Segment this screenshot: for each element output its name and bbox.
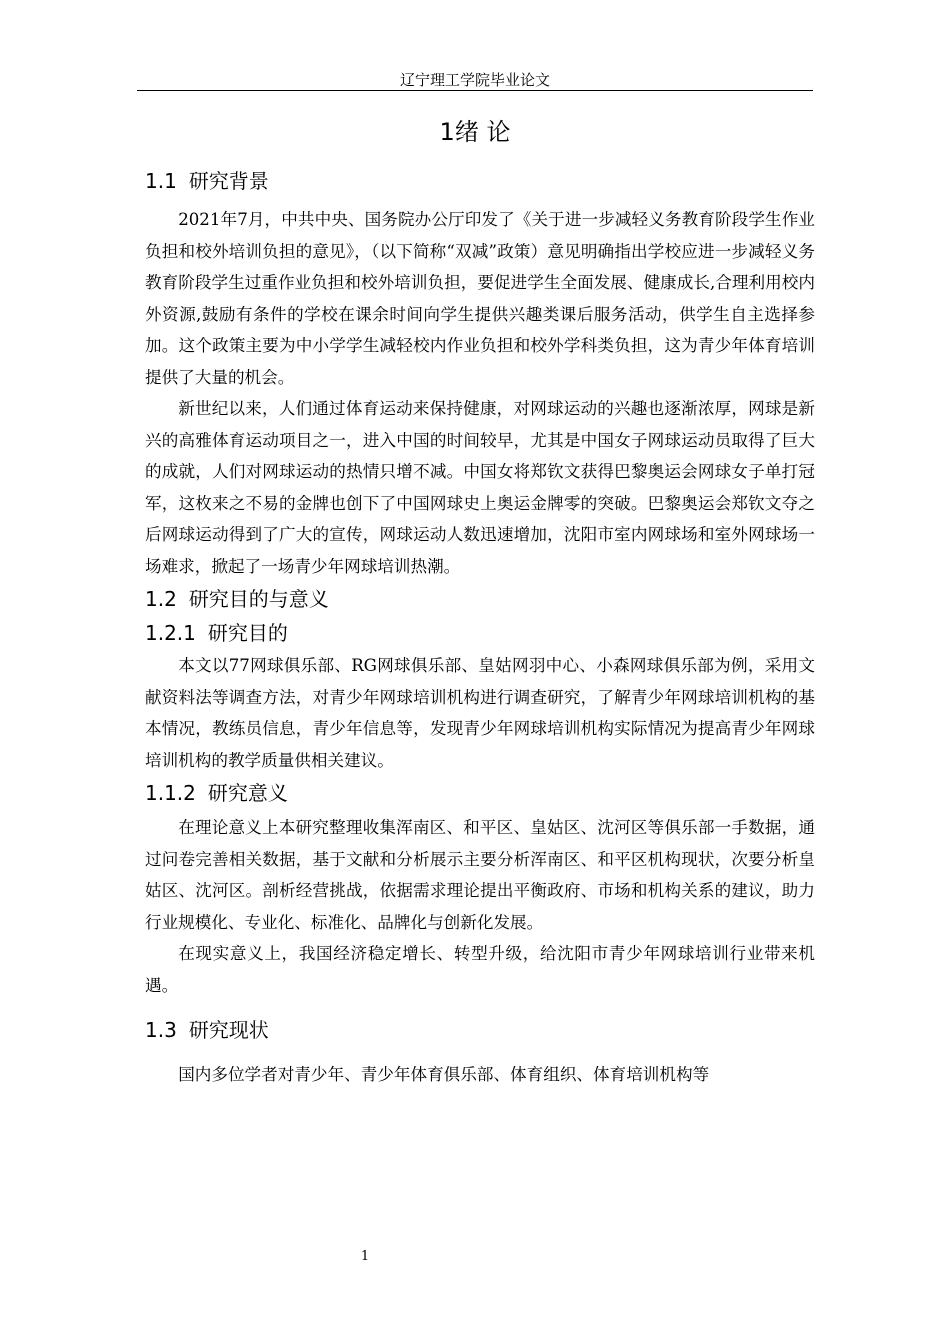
- paragraph: 国内多位学者对青少年、青少年体育俱乐部、体育组织、体育培训机构等: [178, 1065, 710, 1084]
- page-number: 1: [360, 1249, 370, 1264]
- section-heading-1-3: [145, 1013, 815, 1047]
- section-heading-1-1: [145, 164, 815, 198]
- paragraph: 在现实意义上，我国经济稳定增长、转型升级，给沈阳市青少年网球培训行业带来机遇。: [145, 944, 815, 995]
- section-title: 研究目的: [207, 621, 288, 645]
- section-title: 研究意义: [207, 781, 288, 805]
- section-title: 研究背景: [188, 169, 269, 193]
- subsection-heading-1-2-1: [145, 616, 815, 650]
- section-number: 1.1: [145, 169, 177, 193]
- paragraph: 新世纪以来，人们通过体育运动来保持健康，对网球运动的兴趣也逐渐浓厚，网球是新兴的高雅体育运动项目之一，进入中国的时间较早，尤其是中国女子网球运动员取得了巨大的成就，人们对网球运动的热情只增不减。中国女将郑钦文获得巴黎奥运会网球女子单打冠军，这枚来之不易的金牌也创下了中国网球史上奥运金牌零的突破。巴黎奥运会郑钦文夺之后网球运动得到了广大的宣传，网球运动人数迅速增加，沈阳市室内网球场和室外网球场一场难求，掀起了一场青少年网球培训热潮。: [145, 399, 815, 576]
- paragraph: 在理论意义上本研究整理收集浑南区、和平区、皇姑区、沈河区等俱乐部一手数据，通过问卷完善相关数据，基于文献和分析展示主要分析浑南区、和平区机构现状，次要分析皇姑区、沈河区。剖析经营挑战，依据需求理论提出平衡政府、市场和机构关系的建议，助力行业规模化、专业化、标准化、品牌化与创新化发展。: [145, 818, 815, 932]
- section-title: 研究目的与意义: [188, 587, 329, 611]
- section-heading-1-2: [145, 582, 815, 616]
- subsection-heading-1-1-2: [145, 776, 815, 810]
- paragraph: 本文以77网球俱乐部、RG网球俱乐部、皇姑网羽中心、小森网球俱乐部为例，采用文献资料法等调查方法，对青少年网球培训机构进行调查研究，了解青少年网球培训机构的基本情况，教练员信息，青少年信息等，发现青少年网球培训机构实际情况为提高青少年网球培训机构的教学质量供相关建议。: [145, 656, 815, 770]
- body-content: [145, 164, 815, 1091]
- section-number: 1.3: [145, 1018, 177, 1042]
- section-title: 研究现状: [188, 1018, 269, 1042]
- section-number: 1.2.1: [145, 621, 196, 645]
- chapter-title: 1绪 论: [439, 118, 511, 146]
- paragraph: 2021年7月，中共中央、国务院办公厅印发了《关于进一步减轻义务教育阶段学生作业负担和校外培训负担的意见》，（以下简称“双减”政策）意见明确指出学校应进一步减轻义务教育阶段学生过重作业负担和校外培训负担，要促进学生全面发展、健康成长,合理利用校内外资源,鼓励有条件的学校在课余时间向学生提供兴趣类课后服务活动，供学生自主选择参加。这个政策主要为中小学学生减轻校内作业负担和校外学科类负担，这为青少年体育培训提供了大量的机会。: [145, 210, 815, 387]
- running-header: 辽宁理工学院毕业论文: [399, 71, 550, 89]
- section-number: 1.1.2: [145, 781, 196, 805]
- header-rule: [137, 90, 813, 91]
- section-number: 1.2: [145, 587, 177, 611]
